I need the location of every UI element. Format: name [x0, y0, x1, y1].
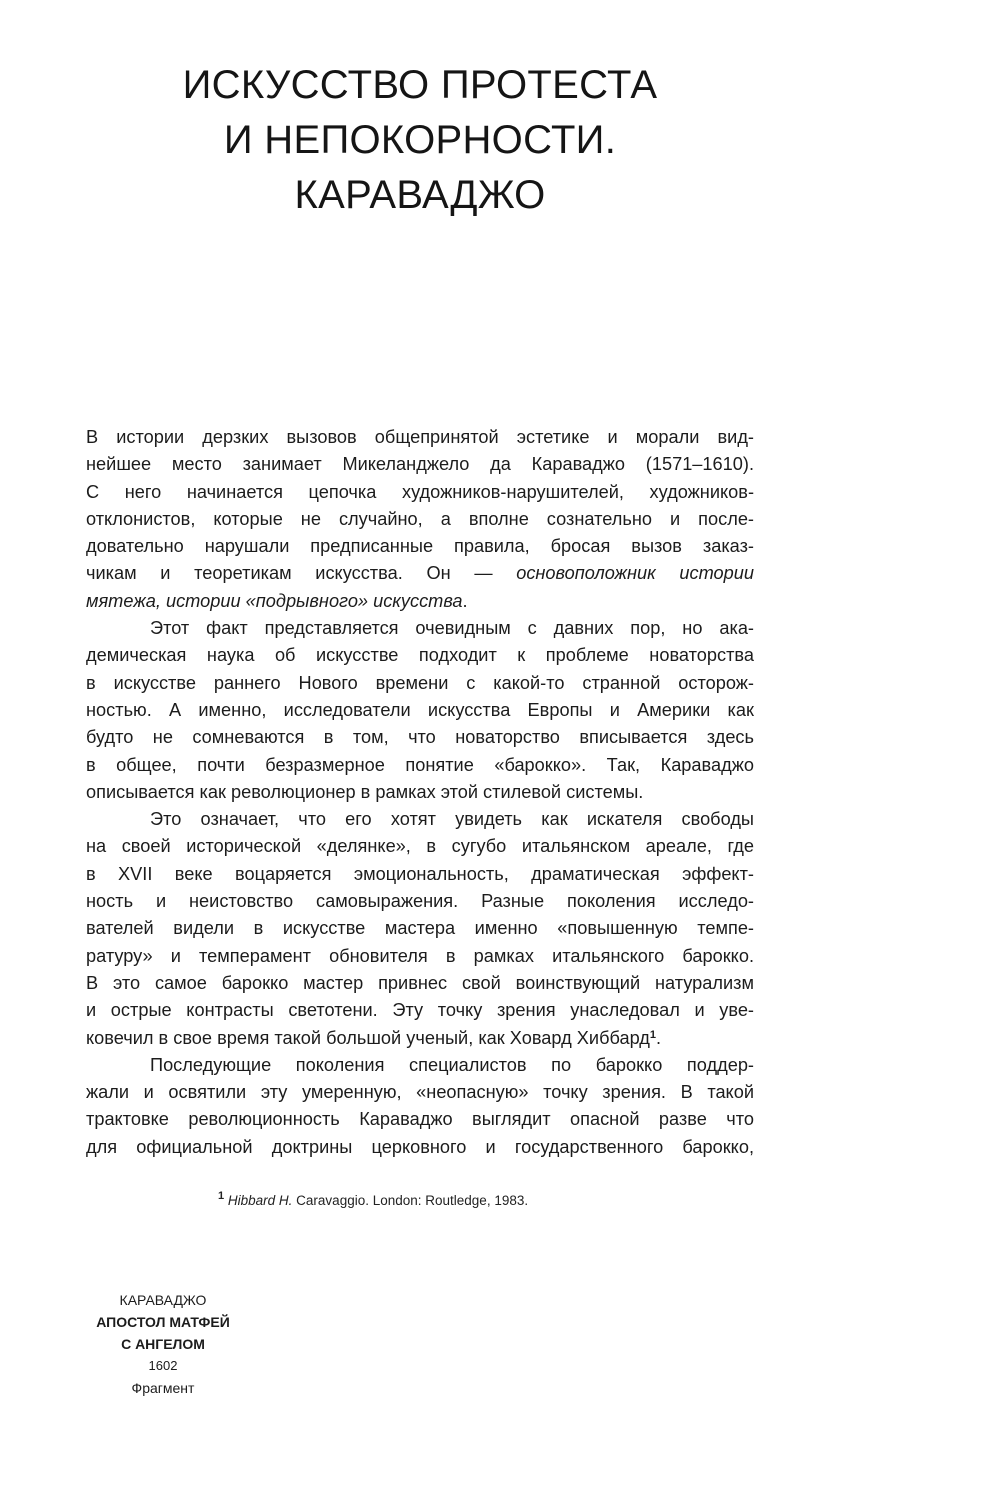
text-line: и острые контрасты светотени. Эту точку зрения унаследовал и уве-: [86, 1000, 754, 1021]
text-line: в XVII веке воцаряется эмоциональность, драматическая эффект-: [86, 863, 754, 884]
text-segment: .: [462, 590, 468, 611]
text-line: в общее, почти безразмерное понятие «барокко». Так, Караваджо: [86, 754, 754, 775]
text-line: будто не сомневаются в том, что новаторство вписывается здесь: [86, 727, 754, 748]
text-segment: чикам и теоретикам искусства. Он —: [86, 563, 517, 584]
body-text: [86, 424, 754, 1161]
text-line: [86, 588, 754, 615]
caption-artwork-title-line-1: АПОСТОЛ МАТФЕЙ: [96, 1314, 230, 1330]
text-line: [86, 1025, 754, 1052]
text-line: В истории дерзких вызовов общепринятой эстетике и морали вид-: [86, 427, 754, 447]
caption-year: 1602: [148, 1358, 178, 1373]
chapter-title-line-1: ИСКУССТВО ПРОТЕСТА: [182, 63, 658, 107]
chapter-title-line-2: И НЕПОКОРНОСТИ.: [223, 118, 617, 162]
text-line: ратуру» и темперамент обновителя в рамках итальянского барокко.: [86, 945, 754, 966]
text-line: описывается как революционер в рамках этой стилевой системы.: [86, 781, 644, 802]
caption-artist: КАРАВАДЖО: [119, 1292, 207, 1308]
emphasis-text: мятежа, истории «подрывного» искусства: [86, 590, 463, 611]
text-line: трактовке революционность Караваджо выглядит опасной разве что: [86, 1109, 754, 1130]
caption-artwork-title-line-2: С АНГЕЛОМ: [121, 1336, 205, 1352]
text-line: Этот факт представляется очевидным с давних пор, но ака-: [150, 618, 754, 639]
chapter-title-line-3: КАРАВАДЖО: [294, 173, 546, 217]
text-line: С него начинается цепочка художников-нарушителей, художников-: [86, 481, 754, 502]
text-line: [86, 560, 754, 587]
footnote-author: Hibbard H.: [227, 1193, 293, 1208]
text-line: ность и неистовство самовыражения. Разные поколения исследо-: [86, 891, 754, 912]
text-line: ностью. А именно, исследователи искусства Европы и Америки как: [86, 699, 754, 720]
footnote-marker: 1: [218, 1190, 225, 1202]
text-line: довательно нарушали предписанные правила, бросая вызов заказ-: [86, 536, 754, 557]
footnote-text: Caravaggio. London: Routledge, 1983.: [292, 1193, 529, 1208]
text-line: демическая наука об искусстве подходит к проблеме новаторства: [86, 645, 754, 666]
text-segment: .: [656, 1027, 662, 1048]
illustration-caption: [80, 1289, 246, 1399]
text-segment: ковечил в свое время такой большой ученый, как Ховард Хиббард: [86, 1027, 650, 1048]
chapter-title: [0, 58, 840, 223]
text-line: В это самое барокко мастер привнес свой воинствующий натурализм: [86, 972, 754, 993]
text-line: вателей видели в искусстве мастера именно «повышенную темпе-: [86, 918, 754, 939]
text-line: Последующие поколения специалистов по барокко поддер-: [150, 1054, 754, 1075]
text-line: в искусстве раннего Нового времени с какой-то странной осторож-: [86, 672, 754, 693]
text-line: для официальной доктрины церковного и государственного барокко,: [86, 1136, 754, 1157]
footnote-reference[interactable]: 1: [649, 1028, 657, 1041]
footnote: [218, 1191, 528, 1211]
text-line: нейшее место занимает Микеланджело да Караваджо (1571–1610).: [86, 454, 754, 475]
text-line: отклонистов, которые не случайно, а вполне сознательно и после-: [86, 508, 754, 529]
text-line: Это означает, что его хотят увидеть как искателя свободы: [150, 809, 754, 830]
emphasis-text: основоположник истории: [516, 563, 754, 584]
caption-note: Фрагмент: [131, 1380, 195, 1396]
text-line: жали и освятили эту умеренную, «неопасную» точку зрения. В такой: [86, 1082, 754, 1103]
text-line: на своей исторической «делянке», в сугубо итальянском ареале, где: [86, 836, 754, 857]
